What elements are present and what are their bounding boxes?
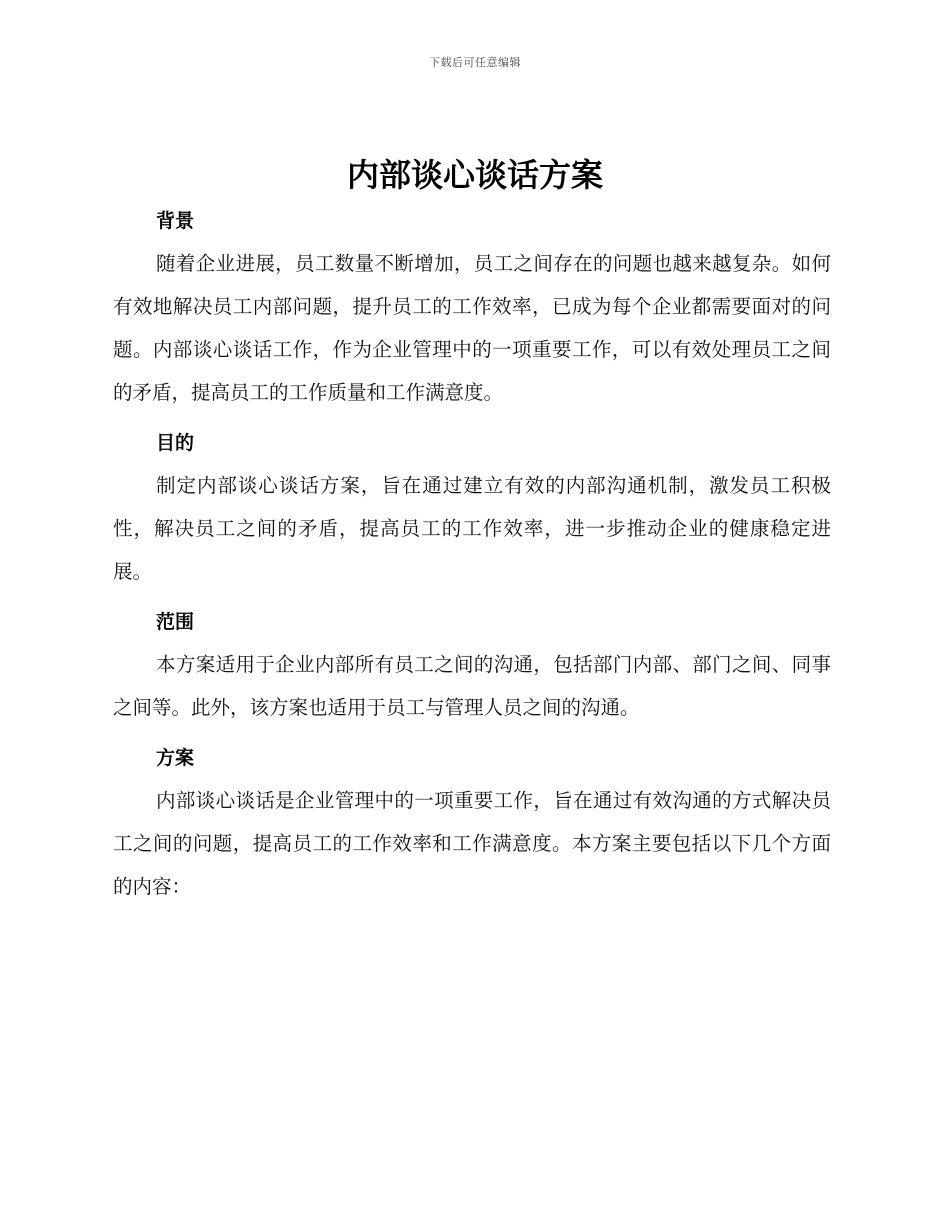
document-body xyxy=(113,204,831,920)
section-scope xyxy=(113,605,831,729)
section-heading: 背景 xyxy=(156,210,195,232)
section-paragraph: 随着企业进展，员工数量不断增加，员工之间存在的问题也越来越复杂。如何有效地解决员工内部问题，提升员工的工作效率，已成为每个企业都需要面对的问题。内部谈心谈话工作，作为企业管理中的一项重要工作，可以有效处理员工之间的矛盾，提高员工的工作质量和工作满意度。 xyxy=(113,252,831,404)
section-heading: 目的 xyxy=(156,432,195,454)
section-paragraph: 制定内部谈心谈话方案，旨在通过建立有效的内部沟通机制，激发员工积极性，解决员工之间的矛盾，提高员工的工作效率，进一步推动企业的健康稳定进展。 xyxy=(113,474,831,583)
section-plan xyxy=(113,741,831,908)
section-heading: 范围 xyxy=(156,611,195,633)
section-background xyxy=(113,204,831,414)
page-header-note: 下载后可任意编辑 xyxy=(429,56,521,69)
document-title: 内部谈心谈话方案 xyxy=(346,156,603,194)
section-purpose xyxy=(113,426,831,593)
section-heading: 方案 xyxy=(156,747,195,769)
section-paragraph: 内部谈心谈话是企业管理中的一项重要工作，旨在通过有效沟通的方式解决员工之间的问题，提高员工的工作效率和工作满意度。本方案主要包括以下几个方面的内容： xyxy=(113,789,831,898)
section-paragraph: 本方案适用于企业内部所有员工之间的沟通，包括部门内部、部门之间、同事之间等。此外，该方案也适用于员工与管理人员之间的沟通。 xyxy=(113,653,831,719)
